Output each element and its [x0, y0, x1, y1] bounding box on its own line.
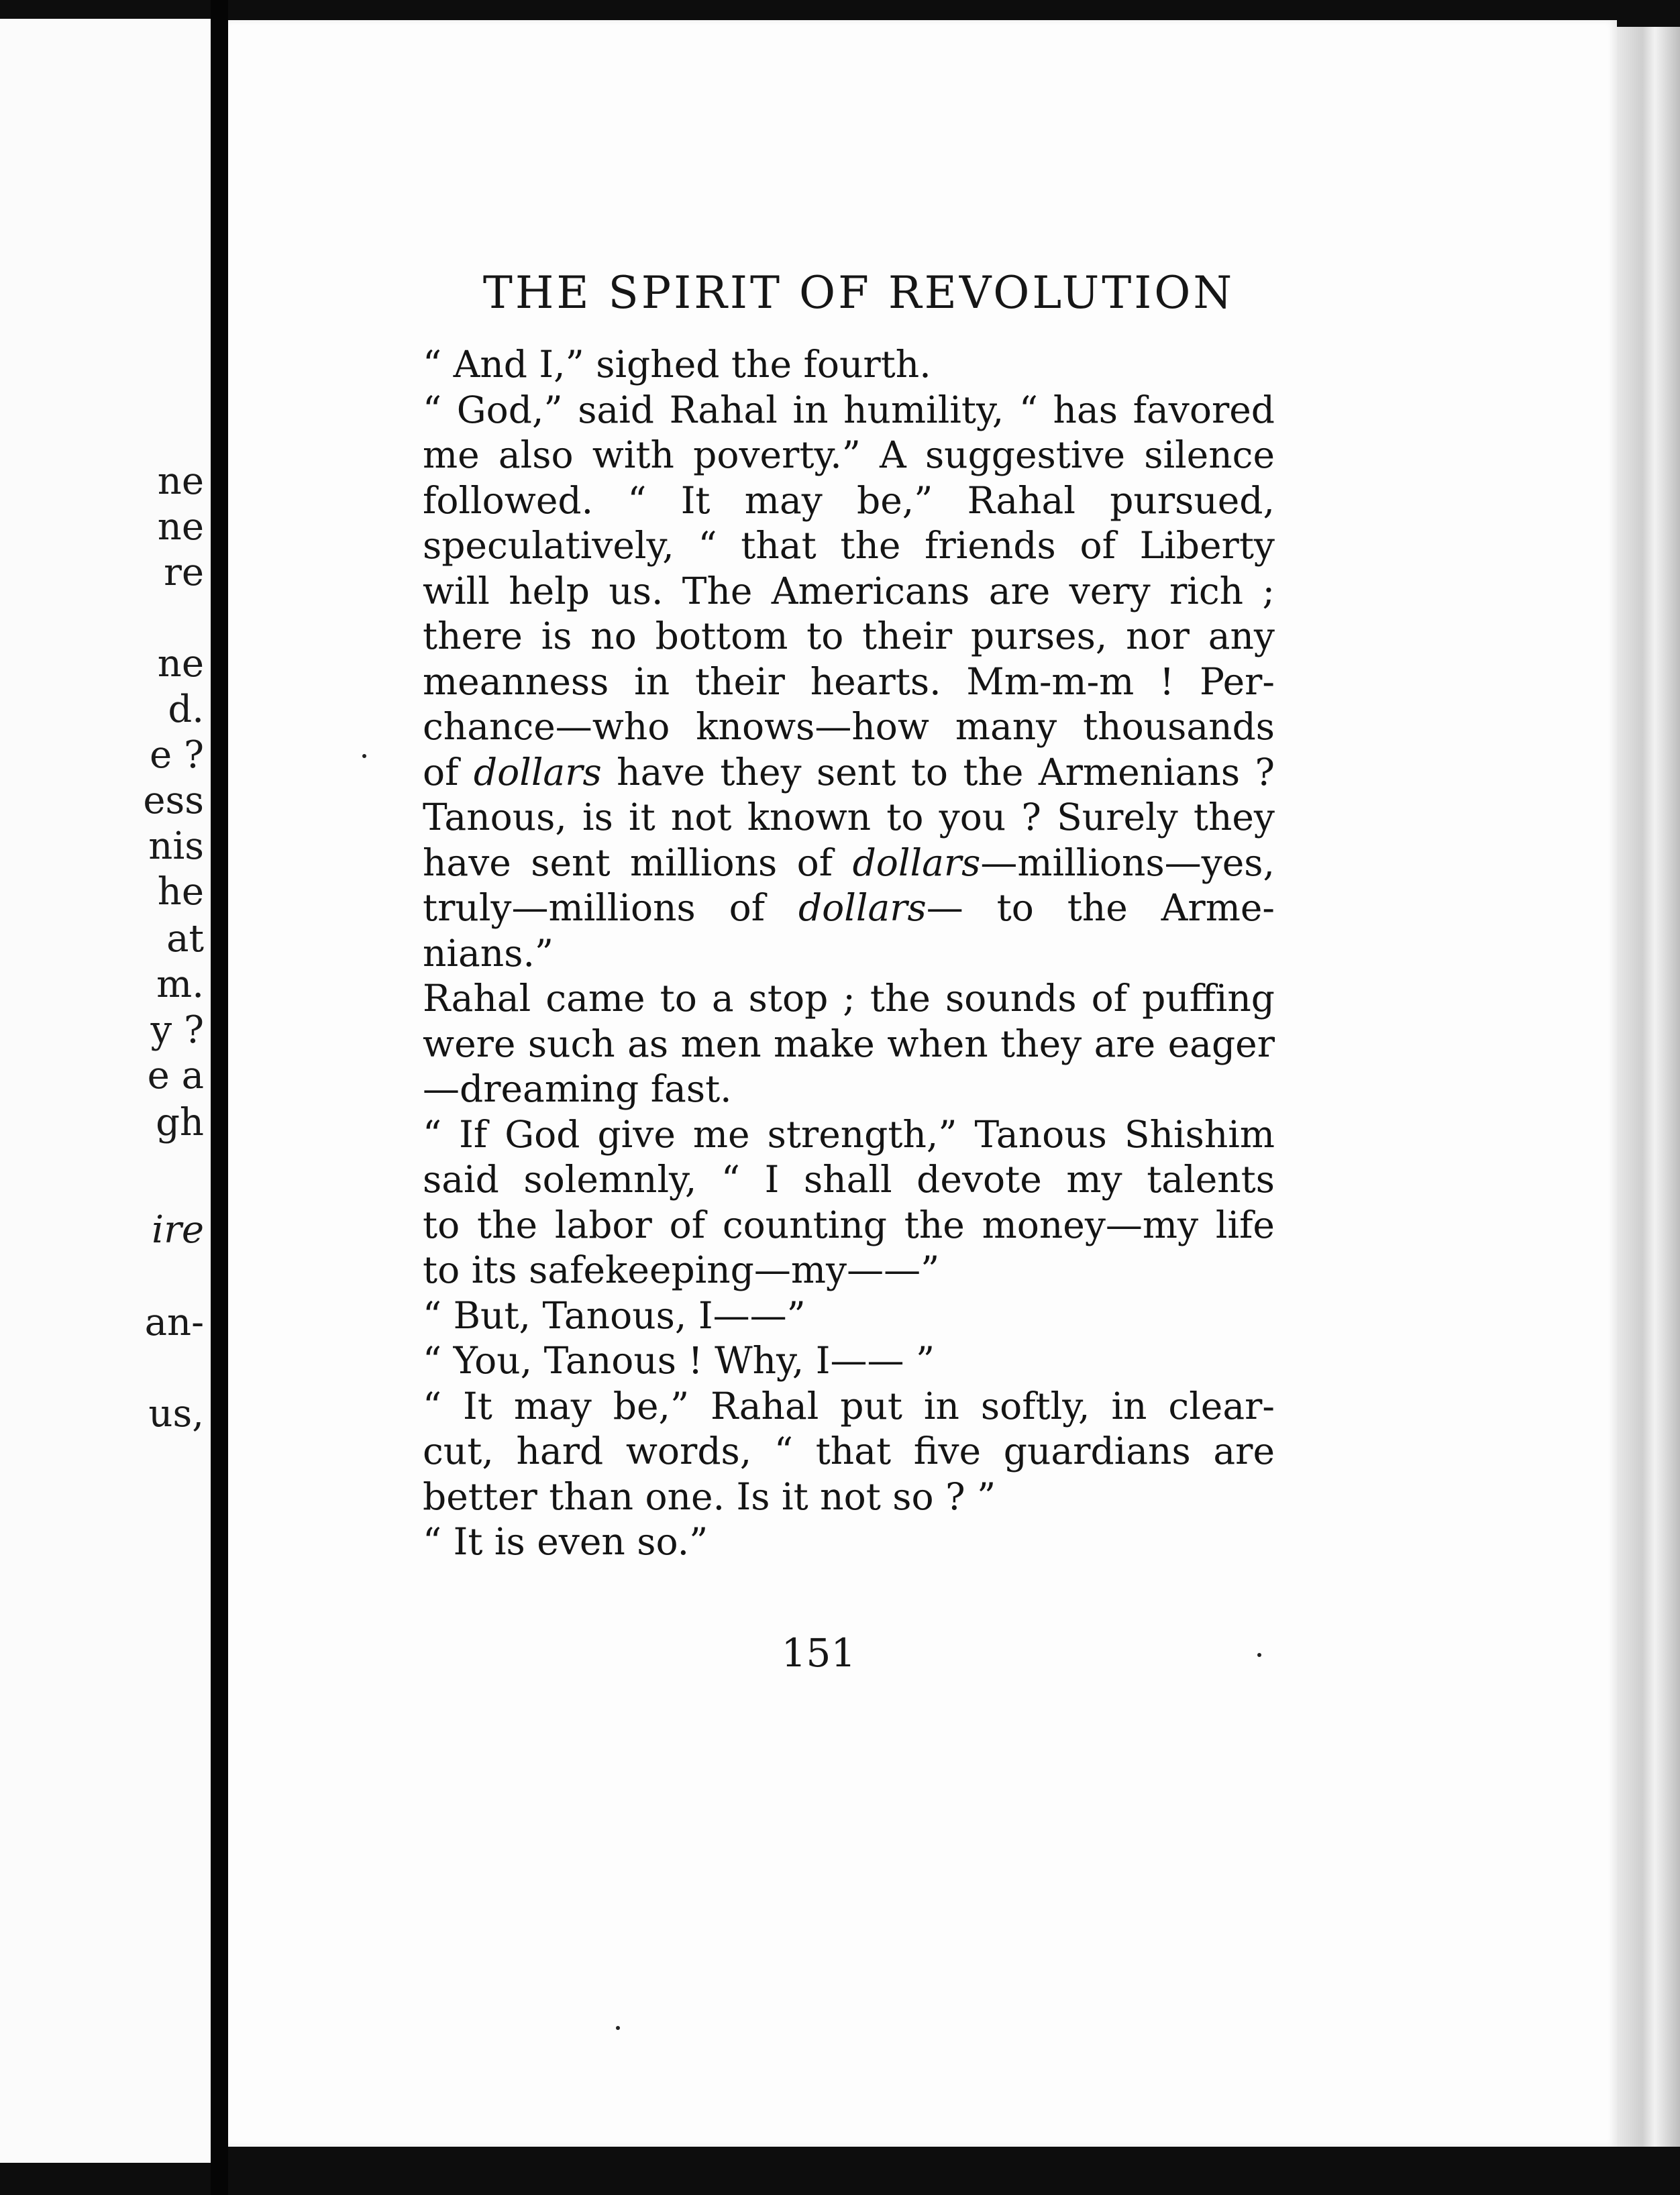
- text-line: [423, 1022, 1275, 1067]
- text-run: me also with poverty.” A suggestive silence: [423, 433, 1275, 476]
- text-line: [423, 1384, 1275, 1430]
- text-line: [423, 433, 1275, 478]
- left-page-text-fragment: ire: [152, 1208, 204, 1252]
- italic-text: dollars: [852, 841, 981, 884]
- left-page-text-fragment: he: [157, 870, 204, 914]
- ink-speck: [616, 2026, 620, 2030]
- text-run: “ It is even so.”: [423, 1520, 708, 1563]
- text-line: [423, 931, 1275, 977]
- text-line: [423, 704, 1275, 750]
- text-line: [423, 614, 1275, 659]
- text-run: to its safekeeping—my——”: [423, 1248, 940, 1291]
- text-run: “ And I,” sighed the fourth.: [423, 343, 931, 386]
- text-run: “ It may be,” Rahal put in softly, in clear-: [423, 1384, 1275, 1428]
- page-number: 151: [781, 1630, 856, 1676]
- text-line: [423, 1429, 1275, 1475]
- left-page-text-fragment: at: [166, 917, 204, 961]
- text-line: [423, 886, 1275, 931]
- text-run: truly—millions of: [423, 886, 798, 929]
- text-run: nians.”: [423, 931, 554, 975]
- text-line: [423, 1067, 1275, 1112]
- left-page-text-fragment: d.: [168, 688, 204, 731]
- text-run: to the labor of counting the money—my life: [423, 1203, 1275, 1246]
- text-line: [423, 1203, 1275, 1248]
- left-page-text-fragment: e ?: [150, 733, 204, 777]
- text-run: followed. “ It may be,” Rahal pursued,: [423, 478, 1275, 522]
- text-run: said solemnly, “ I shall devote my talents: [423, 1158, 1275, 1201]
- left-page-text-fragment: ne: [157, 642, 204, 686]
- text-run: will help us. The Americans are very rich ;: [423, 569, 1275, 612]
- text-run: have they sent to the Armenians ?: [601, 750, 1275, 794]
- text-line: [423, 569, 1275, 614]
- text-run: better than one. Is it not so ? ”: [423, 1475, 996, 1518]
- text-run: meanness in their hearts. Mm-m-m ! Per-: [423, 659, 1275, 703]
- italic-text: dollars: [798, 886, 927, 929]
- text-line: [423, 1112, 1275, 1158]
- text-run: chance—who knows—how many thousands: [423, 705, 1275, 748]
- text-line: [423, 795, 1275, 841]
- left-page-text-fragment: ess: [143, 779, 204, 822]
- left-page-text-fragment: e a: [147, 1054, 204, 1098]
- text-line: [423, 1157, 1275, 1203]
- text-line: [423, 976, 1275, 1022]
- italic-text: dollars: [473, 750, 602, 794]
- ink-speck: [362, 754, 366, 758]
- left-page-text-fragment: ne: [157, 460, 204, 503]
- text-run: — to the Arme-: [926, 886, 1275, 929]
- text-run: were such as men make when they are eager: [423, 1022, 1275, 1065]
- text-line: [423, 478, 1275, 524]
- text-run: have sent millions of: [423, 841, 853, 884]
- ink-speck: [1257, 1653, 1261, 1657]
- text-line: [423, 1293, 1275, 1339]
- text-line: [423, 750, 1275, 796]
- text-line: [423, 1475, 1275, 1520]
- facing-left-page: [0, 19, 211, 2163]
- text-line: [423, 841, 1275, 886]
- text-run: Rahal came to a stop ; the sounds of puffing: [423, 977, 1275, 1020]
- left-page-text-fragment: ne: [157, 505, 204, 549]
- left-page-text-fragment: us,: [148, 1392, 204, 1436]
- text-line: [423, 1248, 1275, 1293]
- text-run: “ If God give me strength,” Tanous Shishim: [423, 1112, 1275, 1156]
- book-gutter: [211, 0, 228, 2195]
- text-line: [423, 1519, 1275, 1565]
- text-line: [423, 1338, 1275, 1384]
- text-line: [423, 523, 1275, 569]
- text-run: Tanous, is it not known to you ? Surely they: [423, 796, 1275, 839]
- text-line: [423, 659, 1275, 705]
- left-page-text-fragment: re: [164, 551, 204, 594]
- text-run: “ But, Tanous, I——”: [423, 1293, 806, 1337]
- text-run: “ You, Tanous ! Why, I—— ”: [423, 1339, 935, 1382]
- left-page-text-fragment: m.: [156, 963, 204, 1006]
- left-page-text-fragment: an-: [144, 1301, 204, 1344]
- text-run: there is no bottom to their purses, nor any: [423, 614, 1275, 657]
- text-run: speculatively, “ that the friends of Liberty: [423, 524, 1275, 567]
- text-run: “ God,” said Rahal in humility, “ has favored: [423, 388, 1275, 431]
- page-edge-stack: [1617, 27, 1680, 2147]
- text-run: —dreaming fast.: [423, 1067, 732, 1110]
- text-run: of: [423, 750, 474, 794]
- left-page-text-fragment: nis: [148, 824, 204, 868]
- left-page-text-fragment: y ?: [150, 1008, 204, 1052]
- text-run: —millions—yes,: [980, 841, 1275, 884]
- text-line: [423, 388, 1275, 433]
- text-line: [423, 342, 1275, 388]
- left-page-text-fragment: gh: [156, 1101, 204, 1144]
- text-run: cut, hard words, “ that five guardians are: [423, 1430, 1275, 1473]
- running-head: THE SPIRIT OF REVOLUTION: [482, 267, 1235, 319]
- body-text: [423, 342, 1275, 1565]
